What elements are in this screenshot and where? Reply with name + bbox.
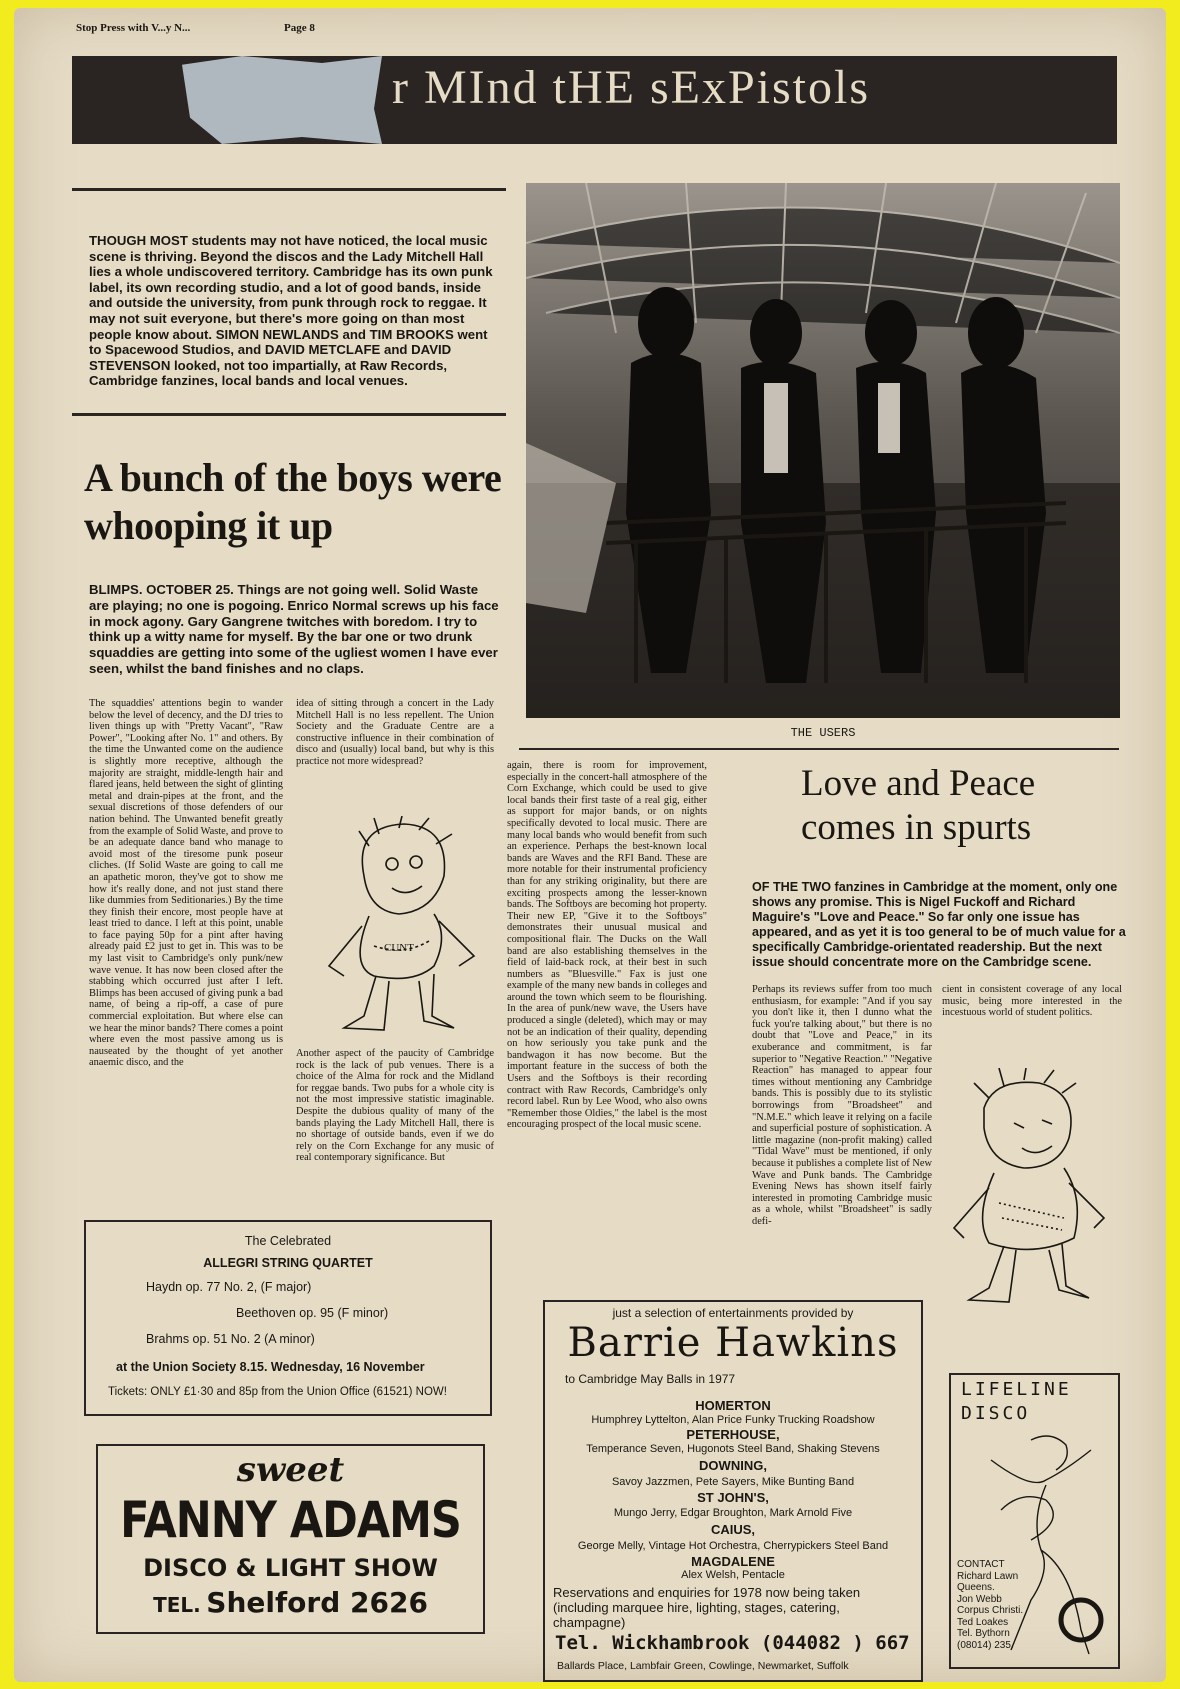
college-peterhouse: PETERHOUSE,	[686, 1427, 780, 1442]
svg-text:CUNT: CUNT	[384, 942, 414, 954]
article2-column-1: Perhaps its reviews suffer from too much enthusiasm, for example: "And if you say you don't like it, then I dunno what the fuck you're talking about," but there is no doubt that "Love and Peace," in its exuberance and commitment, is far superior to "Negative Reaction." "Negative Reaction" has managed to appear four times without mentioning any Cambridge bands. This is possibly due to its stylistic borrowings from "Broadsheet" and "N.M.E." which leave it relying on a facile and superficial posture of sophistication. A little magazine (non-profit making) called "Tidal Wave" must be mentioned, if only because it publishes a complete list of New Wave and Punk bands. The Cambridge Evening News has shown itself fairly interested in promoting Cambridge music as a whole, whilst "Broadsheet" is sadly defi-	[752, 984, 932, 1227]
college-homerton: HOMERTON	[695, 1398, 771, 1413]
college-downing: DOWNING,	[699, 1458, 767, 1473]
college-homerton-acts: Humphrey Lyttelton, Alan Price Funky Trucking Roadshow	[591, 1414, 875, 1426]
college-st-johns-acts: Mungo Jerry, Edgar Broughton, Mark Arnold Five	[613, 1507, 853, 1519]
lede-fanzines: OF THE TWO fanzines in Cambridge at the moment, only one shows any promise. This is Nigel Fuckoff and Richard Maguire's "Love and Peace." So far only one issue has appeared, and as yet it is too general to be of much value for a specifically Cambridge-orientated readership. But the next issue should concentrate more on the Cambridge scene.	[752, 880, 1126, 969]
college-peterhouse-acts: Temperance Seven, Hugonots Steel Band, Shaking Stevens	[586, 1443, 880, 1455]
allegri-line-2: ALLEGRI STRING QUARTET	[203, 1256, 373, 1270]
lifeline-contact-3: Jon Webb	[957, 1593, 1002, 1605]
barrie-subtitle: to Cambridge May Balls in 1977	[565, 1372, 736, 1386]
band-photo-the-users	[526, 183, 1120, 718]
lifeline-contact-2: Queens.	[957, 1582, 995, 1593]
barrie-reservations: Reservations and enquiries for 1978 now being taken (including marquee hire, lighting, stages, catering, champagne)	[553, 1585, 861, 1630]
ad-fanny-adams	[96, 1444, 485, 1634]
newspaper-page	[14, 8, 1166, 1682]
allegri-line-3: Haydn op. 77 No. 2, (F major)	[146, 1280, 312, 1294]
section-banner	[72, 56, 1117, 144]
punk-cartoon-illustration	[314, 816, 484, 1038]
article1-column-1: The squaddies' attentions begin to wander below the level of decency, and the DJ tries to liven things up with "Pretty Vacant", "Raw Power", "Looking after No. 1" and others. By the time the Unwanted come on the audience is slightly more receptive, although the majority are straight, middle-length hair and flared jeans, held between the sight of glinting metal and drain-pipes at the front, and the sexual discretions of those defenders of our nation behind. The Unwanted benefit greatly from the example of Solid Waste, and prove to be an adequate dance band who manage to avoid most of the tiresome punk poseur cliches. (If Solid Waste are going to call me an apathetic moron, they've got to show me how it's really done, and not just stand there like dummies from Seditionaries.) By the time they finish their encore, most people have at least tried to dance. I left at this point, unable to face paying 50p for a pint after having already paid £2 just to get in. This was to be my last visit to Cambridge's only punk/new wave venue. It has now been closed after the stabbing which occurred just after I left. Blimps has been accused of giving punk a bad name, of being a rip-off, a case of pure commercial exploitation. But where else can we hear the minor bands? There comes a point where even the most passive among us is nauseated by the thought of yet another anaemic disco, and the	[89, 698, 283, 1069]
lede-blimps: BLIMPS. OCTOBER 25. Things are not going well. Solid Waste are playing; no one is pogoing. Enrico Normal screws up his face in mock agony. Gary Gangrene twitches with boredom. I try to think up a witty name for myself. By the bar one or two drunk squaddies are getting into some of the ugliest women I have ever seen, whilst the band finishes and no claps.	[89, 582, 499, 676]
article1-column-2a: idea of sitting through a concert in the Lady Mitchell Hall is no less repellent. The Union Society and the Graduate Centre are a constructive influence in their combination of disco and (usually) local band, but why is this practice not more widespread?	[296, 698, 494, 767]
banner-logo: r MInd tHE sExPistols	[392, 61, 871, 114]
college-st-johns: ST JOHN'S,	[697, 1490, 769, 1505]
article1-column-2b: Another aspect of the paucity of Cambridge rock is the lack of pub venues. There is a choice of the Alma for rock and the Midland for reggae bands. Two pubs for a whole city is not the most impressive statistic imaginable. Despite the dubious quality of many of the bands playing the Lady Mitchell Hall, there is no shortage of outside bands, even if we do rely on the Corn Exchange for any music of real contemporary significance. But	[296, 1048, 494, 1164]
article2-column-2: cient in consistent coverage of any local music, being more interested in the incestuous world of student politics.	[942, 984, 1122, 1019]
lifeline-title-1: LIFELINE	[961, 1379, 1072, 1400]
headline-love-and-peace: Love and Peace comes in spurts	[801, 763, 1036, 848]
college-magdalene: MAGDALENE	[691, 1554, 775, 1569]
punk-illustration-right	[944, 1068, 1114, 1308]
photo-caption: THE USERS	[790, 726, 856, 740]
page-header	[76, 22, 636, 34]
lifeline-title-2: DISCO	[961, 1403, 1031, 1424]
header-strip: Stop Press with V...y N...	[76, 22, 191, 34]
fanny-line-1: sweet	[236, 1450, 345, 1490]
lifeline-contact-4: Corpus Christi.	[957, 1605, 1024, 1616]
fanny-tel-number: Shelford 2626	[206, 1586, 428, 1619]
fanny-tel-label: TEL.	[153, 1593, 201, 1617]
lifeline-contact-7: (08014) 235.	[957, 1639, 1014, 1651]
allegri-line-4: Beethoven op. 95 (F minor)	[236, 1306, 389, 1320]
allegri-line-6: at the Union Society 8.15. Wednesday, 16 November	[116, 1360, 425, 1374]
lifeline-contact	[957, 1559, 1124, 1651]
allegri-line-7: Tickets: ONLY £1·30 and 85p from the Union Office (61521) NOW!	[108, 1386, 447, 1398]
ad-lifeline-disco	[949, 1373, 1120, 1669]
lifeline-contact-6: Tel. Bythorn	[957, 1628, 1010, 1639]
rule-mid	[72, 413, 506, 416]
headline-whooping: A bunch of the boys were whooping it up	[84, 455, 502, 548]
barrie-name: Barrie Hawkins	[567, 1320, 899, 1366]
lifeline-contact-label: CONTACT	[957, 1559, 1005, 1570]
rule-photo	[519, 748, 1119, 750]
fanny-line-2: FANNY ADAMS	[120, 1492, 461, 1550]
college-caius-acts: George Melly, Vintage Hot Orchestra, Cherrypickers Steel Band	[577, 1540, 889, 1552]
barrie-top-line: just a selection of entertainments provided by	[612, 1306, 854, 1320]
college-caius: CAIUS,	[710, 1522, 756, 1537]
barrie-address: Ballards Place, Lambfair Green, Cowlinge, Newmarket, Suffolk	[557, 1660, 849, 1672]
photo-image	[526, 183, 1120, 718]
fanny-line-3: DISCO & LIGHT SHOW	[143, 1554, 438, 1582]
article1-column-3: again, there is room for improvement, especially in the concert-hall atmosphere of the Corn Exchange, which could be used to give local bands their first taste of a real gig, either as support for major bands, or on nights specifically devoted to local music. There are many local bands who would benefit from such an experience. Perhaps the best-known local bands are Waves and the RFI Band. These are more notable for their instrumental proficiency than for any striking originality, but there are exciting prospects among the lesser-known bands. The Softboys are becoming hot property. Their new EP, "Give it to the Softboys" demonstrates their unusual musical and compositional flair. The Ducks on the Wall band are also establishing themselves in the field of laid-back rock, at their best in such numbers as "Bluesville." Fax is just one example of the many new bands in colleges and around the town which seem to be flourishing. In the area of punk/new wave, the Users have produced a single (deleted), which may or may not be an indication of their quality, depending on how seriously you take punk and the bandwagon it has now become. But the important feature in the success of both the Users and the Softboys is their recording contract with Raw Records, Cambridge's only record label. Run by Lee Wood, who also owns "Remember those Oldies," the label is the most encouraging prospect of the local music scene.	[507, 760, 707, 1131]
barrie-telephone: Tel. Wickhambrook (044082 ) 667	[555, 1632, 910, 1654]
rule-top	[72, 188, 506, 191]
lifeline-contact-5: Ted Loakes	[957, 1616, 1009, 1628]
page-number: Page 8	[284, 22, 315, 34]
college-downing-acts: Savoy Jazzmen, Pete Sayers, Mike Bunting Band	[611, 1476, 855, 1488]
torn-area	[182, 56, 382, 144]
lifeline-contact-1: Richard Lawn	[957, 1570, 1019, 1582]
intro-paragraph: THOUGH MOST students may not have noticed, the local music scene is thriving. Beyond the discos and the Lady Mitchell Hall lies a whole undiscovered territory. Cambridge has its own punk label, its own recording studio, and a lot of good bands, inside and outside the university, from punk through rock to reggae. It may not suit everyone, but there's more going on than most people know about. SIMON NEWLANDS and TIM BROOKS went to Spacewood Studios, and DAVID METCLAFE and DAVID STEVENSON looked, not too impartially, at Raw Records, Cambridge fanzines, local bands and local venues.	[89, 233, 493, 389]
ad-barrie-hawkins	[543, 1300, 923, 1682]
ad-allegri-string-quartet	[84, 1220, 492, 1416]
allegri-line-5: Brahms op. 51 No. 2 (A minor)	[146, 1332, 315, 1346]
college-magdalene-acts: Alex Welsh, Pentacle	[681, 1569, 785, 1581]
fanny-line-4	[98, 1586, 483, 1619]
allegri-line-1: The Celebrated	[244, 1234, 332, 1248]
